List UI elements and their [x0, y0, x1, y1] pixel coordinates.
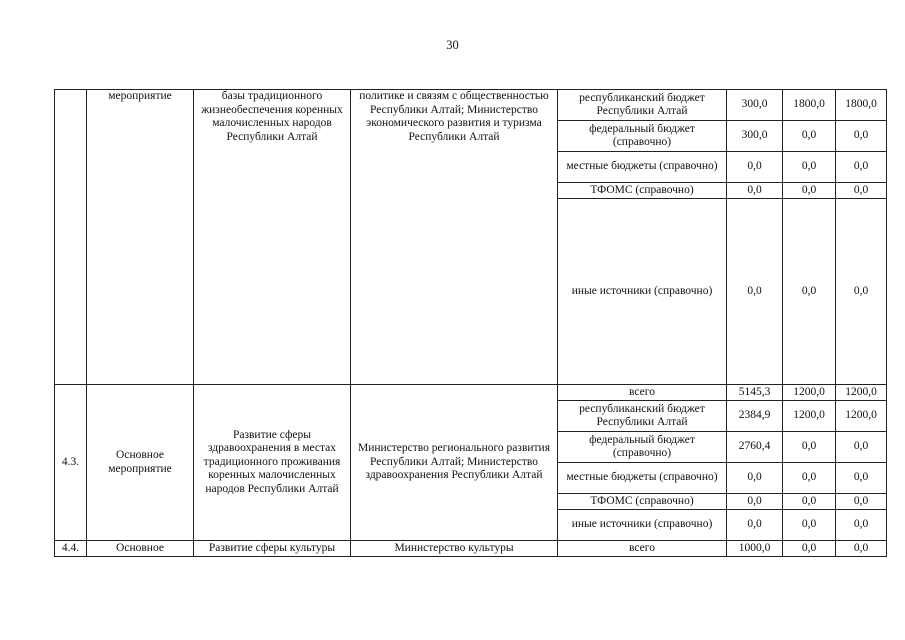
event-type-cell: мероприятие	[87, 90, 194, 385]
funding-source-cell: всего	[558, 541, 727, 557]
value-cell: 1200,0	[836, 401, 887, 432]
number-cell: 4.4.	[55, 541, 87, 557]
funding-source-cell: федеральный бюджет (справочно)	[558, 432, 727, 463]
value-cell: 0,0	[836, 432, 887, 463]
executor-cell: Министерство культуры	[351, 541, 558, 557]
value-cell: 0,0	[783, 199, 836, 385]
program-table	[54, 89, 887, 557]
value-cell: 0,0	[783, 510, 836, 541]
value-cell: 1200,0	[783, 385, 836, 401]
table-row	[55, 541, 887, 557]
funding-source-cell: иные источники (справочно)	[558, 510, 727, 541]
value-cell: 0,0	[836, 121, 887, 152]
value-cell: 0,0	[783, 463, 836, 494]
value-cell: 2384,9	[727, 401, 783, 432]
value-cell: 0,0	[783, 152, 836, 183]
funding-source-cell: республиканский бюджет Республики Алтай	[558, 90, 727, 121]
funding-source-cell: всего	[558, 385, 727, 401]
value-cell: 300,0	[727, 90, 783, 121]
value-cell: 0,0	[783, 432, 836, 463]
value-cell: 1800,0	[783, 90, 836, 121]
value-cell: 0,0	[836, 541, 887, 557]
value-cell: 0,0	[783, 541, 836, 557]
value-cell: 0,0	[836, 183, 887, 199]
value-cell: 0,0	[727, 494, 783, 510]
funding-source-cell: республиканский бюджет Республики Алтай	[558, 401, 727, 432]
event-type-cell: Основное	[87, 541, 194, 557]
value-cell: 0,0	[783, 121, 836, 152]
value-cell: 1000,0	[727, 541, 783, 557]
value-cell: 0,0	[783, 183, 836, 199]
value-cell: 0,0	[727, 510, 783, 541]
value-cell: 0,0	[836, 152, 887, 183]
event-name-cell: Развитие сферы культуры	[194, 541, 351, 557]
value-cell: 1800,0	[836, 90, 887, 121]
executor-cell: Министерство регионального развития Республики Алтай; Министерство здравоохранения Республики Алтай	[351, 385, 558, 541]
event-name-cell: базы традиционного жизнеобеспечения коренных малочисленных народов Республики Алтай	[194, 90, 351, 385]
table-row	[55, 90, 887, 121]
value-cell: 0,0	[836, 199, 887, 385]
event-type-cell: Основное мероприятие	[87, 385, 194, 541]
funding-source-cell: федеральный бюджет (справочно)	[558, 121, 727, 152]
funding-source-cell: ТФОМС (справочно)	[558, 183, 727, 199]
value-cell: 300,0	[727, 121, 783, 152]
value-cell: 1200,0	[783, 401, 836, 432]
value-cell: 0,0	[727, 152, 783, 183]
funding-source-cell: местные бюджеты (справочно)	[558, 152, 727, 183]
executor-cell: политике и связям с общественностью Республики Алтай; Министерство экономического развития и туризма Республики Алтай	[351, 90, 558, 385]
value-cell: 2760,4	[727, 432, 783, 463]
event-name-cell: Развитие сферы здравоохранения в местах традиционного проживания коренных малочисленных народов Республики Алтай	[194, 385, 351, 541]
funding-source-cell: ТФОМС (справочно)	[558, 494, 727, 510]
value-cell: 0,0	[727, 199, 783, 385]
value-cell: 0,0	[727, 463, 783, 494]
value-cell: 0,0	[727, 183, 783, 199]
number-cell	[55, 90, 87, 385]
value-cell: 0,0	[836, 463, 887, 494]
value-cell: 5145,3	[727, 385, 783, 401]
table-row	[55, 385, 887, 401]
number-cell: 4.3.	[55, 385, 87, 541]
value-cell: 0,0	[783, 494, 836, 510]
value-cell: 0,0	[836, 510, 887, 541]
funding-source-cell: иные источники (справочно)	[558, 199, 727, 385]
page-number: 30	[446, 38, 459, 52]
value-cell: 1200,0	[836, 385, 887, 401]
funding-source-cell: местные бюджеты (справочно)	[558, 463, 727, 494]
value-cell: 0,0	[836, 494, 887, 510]
